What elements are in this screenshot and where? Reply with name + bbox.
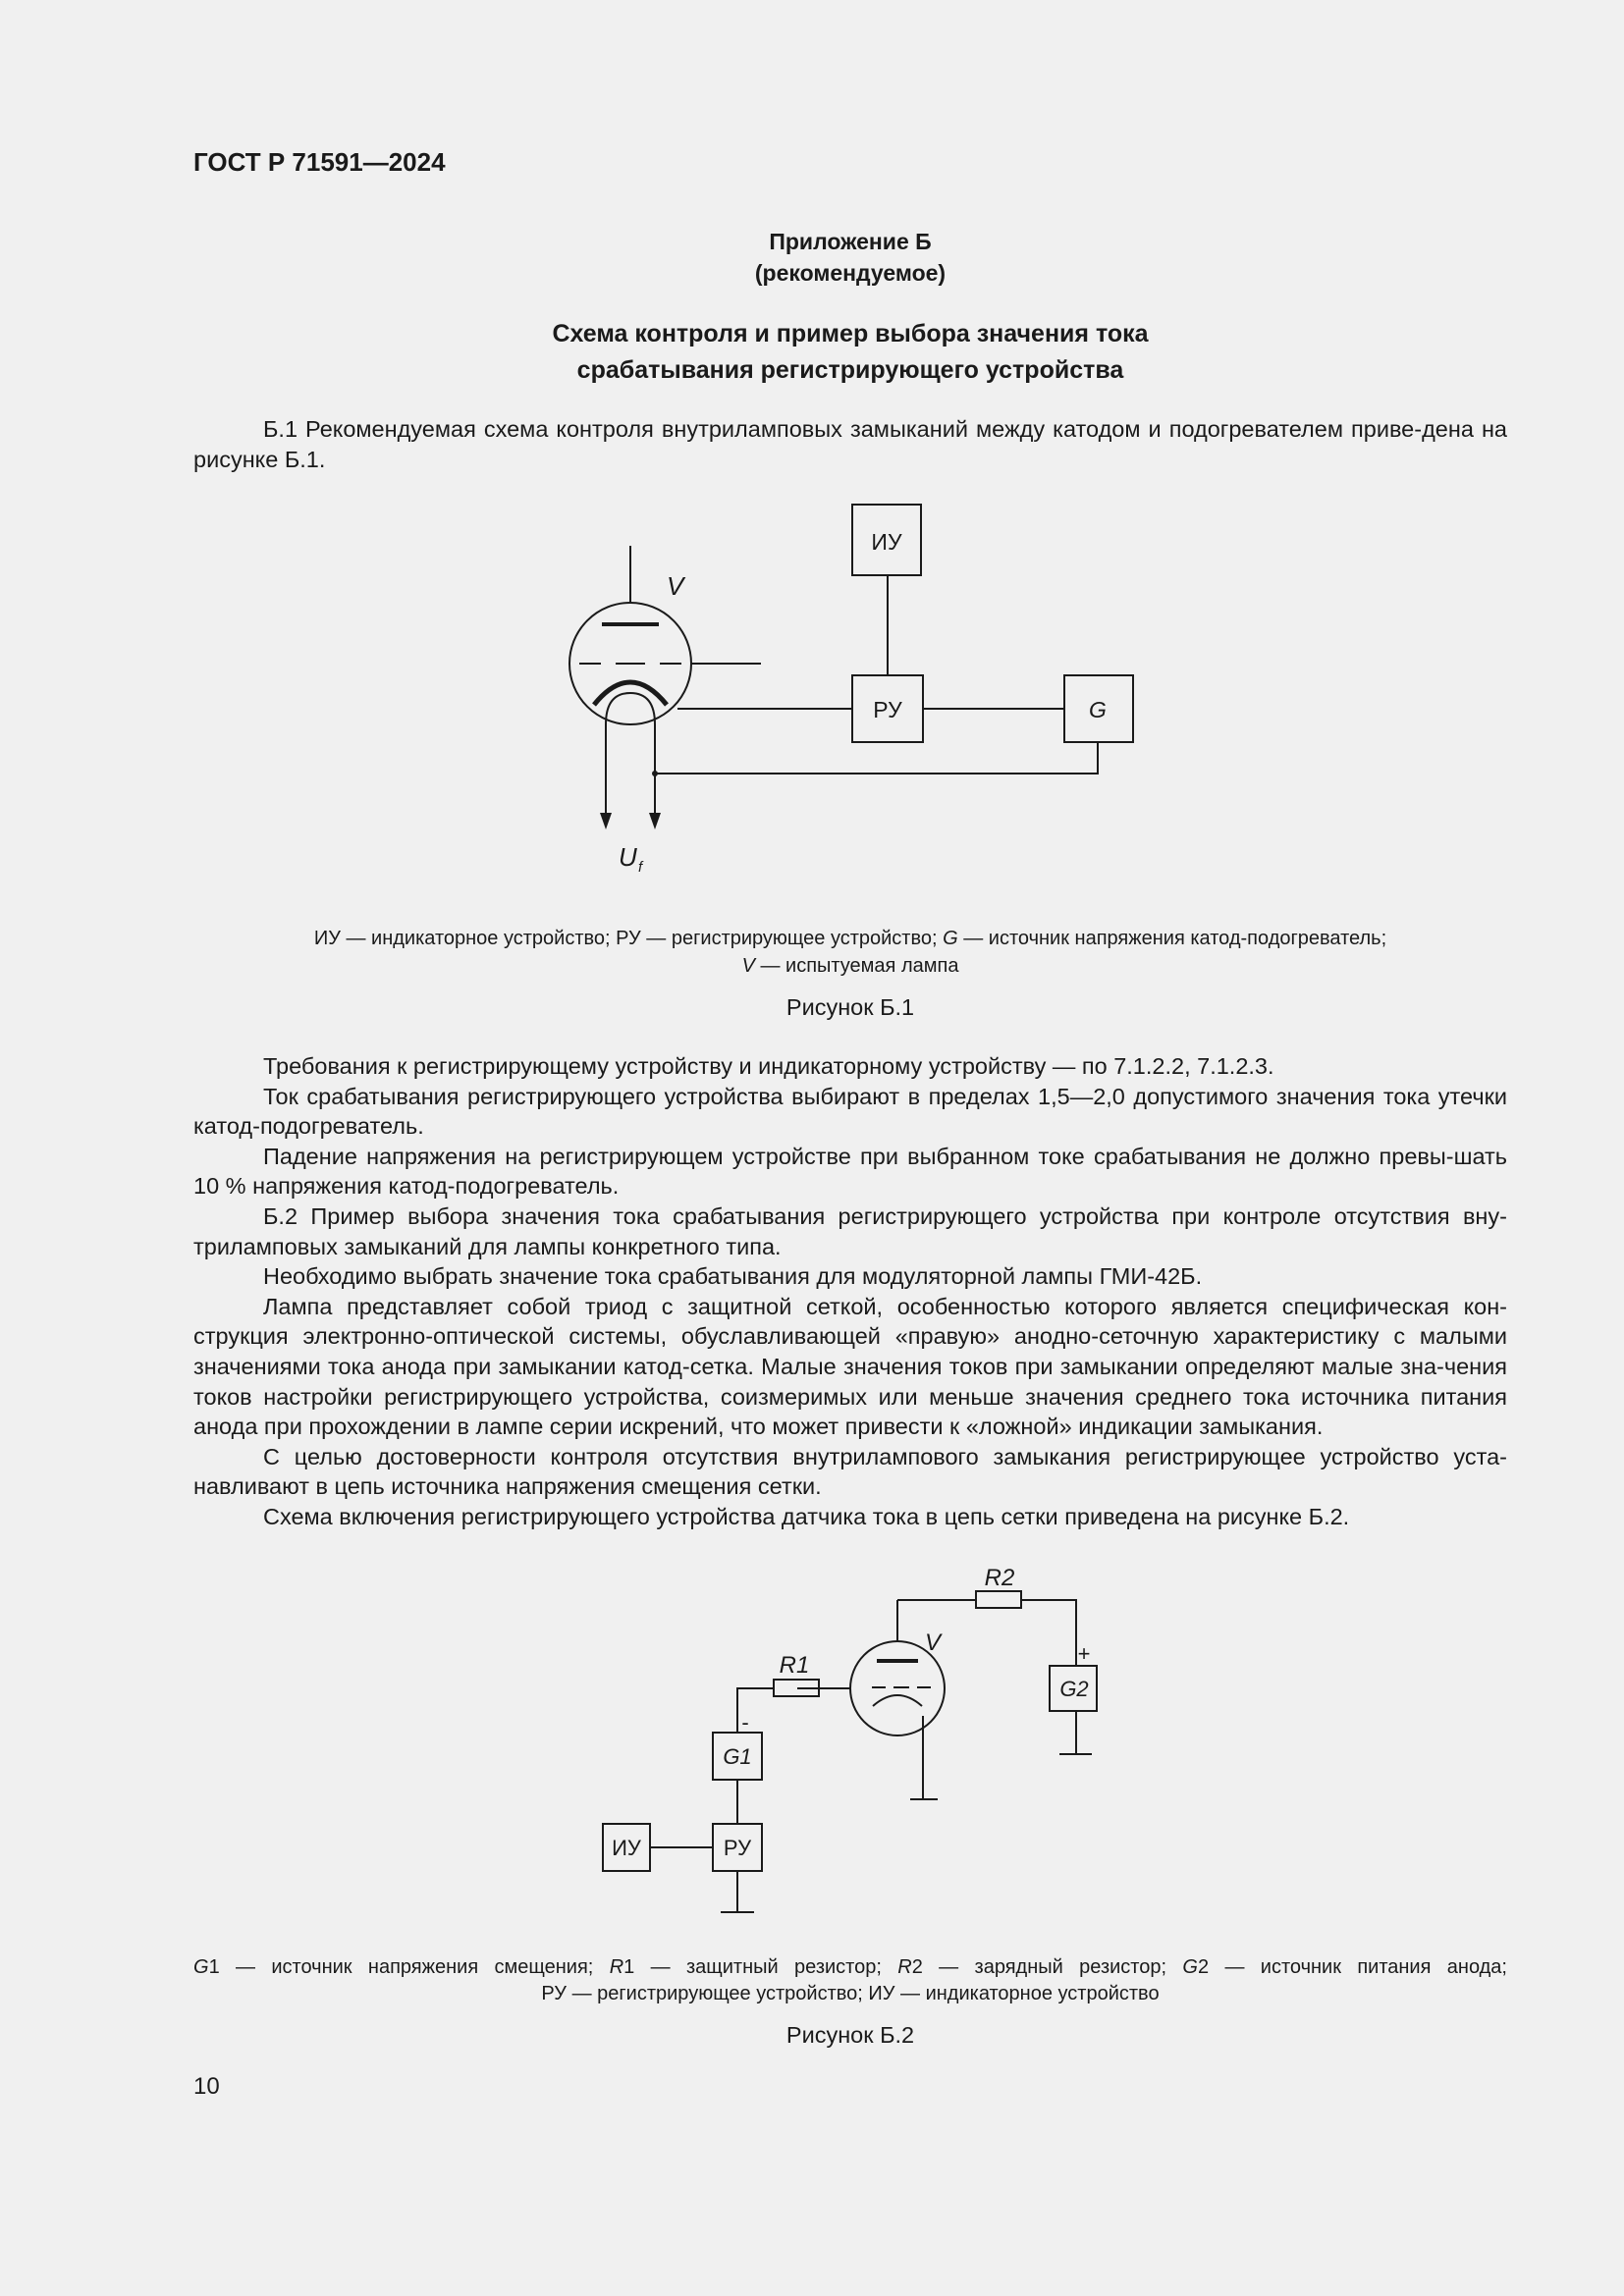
- figure-1-legend: ИУ — индикаторное устройство; РУ — регистрирующее устройство; G — источник напряжения катод-подогреватель; V — испытуемая лампа: [313, 928, 1387, 977]
- r2-resistor: [976, 1591, 1021, 1608]
- section-title-line2: срабатывания регистрирующего устройства: [576, 356, 1124, 384]
- label-plus: +: [1077, 1641, 1091, 1666]
- label-uf: U: [619, 842, 637, 872]
- paragraph: Б.2 Пример выбора значения тока срабатывания регистрирующего устройства при контроле отсутствия вну-триламповых замыканий для лампы конкретного типа.: [193, 1202, 1507, 1259]
- figure-2-legend-line2: РУ — регистрирующее устройство; ИУ — индикаторное устройство: [541, 1983, 1160, 2004]
- paragraph: Требования к регистрирующему устройству и индикаторному устройству — по 7.1.2.2, 7.1.2.3.: [263, 1053, 1274, 1079]
- cathode-arc-2: [873, 1695, 922, 1706]
- paragraph-b1: Б.1 Рекомендуемая схема контроля внутриламповых замыканий между катодом и подогревателем приве-дена на рисунке Б.1.: [193, 416, 1507, 472]
- paragraph: Лампа представляет собой триод с защитной сеткой, особенностью которого является специфическая кон-струкция электронно-оптической системы, обуславливающей «правую» анодно-сеточную характеристику с малыми значениями тока анода при замыкании катод-сетка. Малые значения токов при замыкании определяют малые зна-чения токов настройки регистрирующего устройства, соизмеримых или меньше значения среднего тока источника питания анода при прохождении в лампе серии искрений, что может привести к «ложной» индикации замыкания.: [193, 1293, 1507, 1440]
- appendix-subtitle: (рекомендуемое): [754, 260, 947, 286]
- paragraph: С целью достоверности контроля отсутствия внутрилампового замыкания регистрирующее устройство уста-навливают в цепь источника напряжения смещения сетки.: [193, 1443, 1507, 1500]
- label-v: V: [667, 571, 684, 601]
- paragraph: Схема включения регистрирующего устройства датчика тока в цепь сетки приведена на рисунке Б.2.: [263, 1503, 1350, 1529]
- label-r2: R2: [984, 1565, 1015, 1591]
- label-minus: -: [741, 1710, 749, 1735]
- label-r1: R1: [779, 1652, 810, 1679]
- label-ru-2: РУ: [723, 1836, 752, 1860]
- label-iu: ИУ: [871, 529, 902, 555]
- paragraph: Падение напряжения на регистрирующем устройстве при выбранном токе срабатывания не должно превы-шать 10 % напряжения катод-подогреватель.: [193, 1143, 1507, 1200]
- label-v-2: V: [925, 1629, 942, 1656]
- figure-2-legend-line1: G1 — источник напряжения смещения; R1 — защитный резистор; R2 — зарядный резистор; G2 — источник питания анода;: [193, 1956, 1507, 1978]
- document-header: ГОСТ Р 71591—2024: [193, 147, 446, 177]
- page-number: 10: [193, 2073, 220, 2100]
- label-g: G: [1089, 697, 1107, 722]
- paragraph: Ток срабатывания регистрирующего устройства выбирают в пределах 1,5—2,0 допустимого значения тока утечки катод-подогреватель.: [193, 1083, 1507, 1140]
- section-title-line1: Схема контроля и пример выбора значения тока: [552, 320, 1149, 347]
- label-g2: G2: [1059, 1677, 1089, 1701]
- label-iu-2: ИУ: [612, 1836, 641, 1860]
- figure-1-caption: Рисунок Б.1: [785, 994, 915, 1020]
- label-ru: РУ: [873, 697, 902, 722]
- label-uf-sub: f: [638, 859, 643, 876]
- paragraph: Необходимо выбрать значение тока срабатывания для модуляторной лампы ГМИ-42Б.: [263, 1263, 1203, 1290]
- wire-r2-g2: [1021, 1600, 1076, 1666]
- label-g1: G1: [723, 1744, 752, 1769]
- figure-2-caption: Рисунок Б.2: [785, 2022, 915, 2048]
- appendix-title: Приложение Б: [769, 229, 932, 254]
